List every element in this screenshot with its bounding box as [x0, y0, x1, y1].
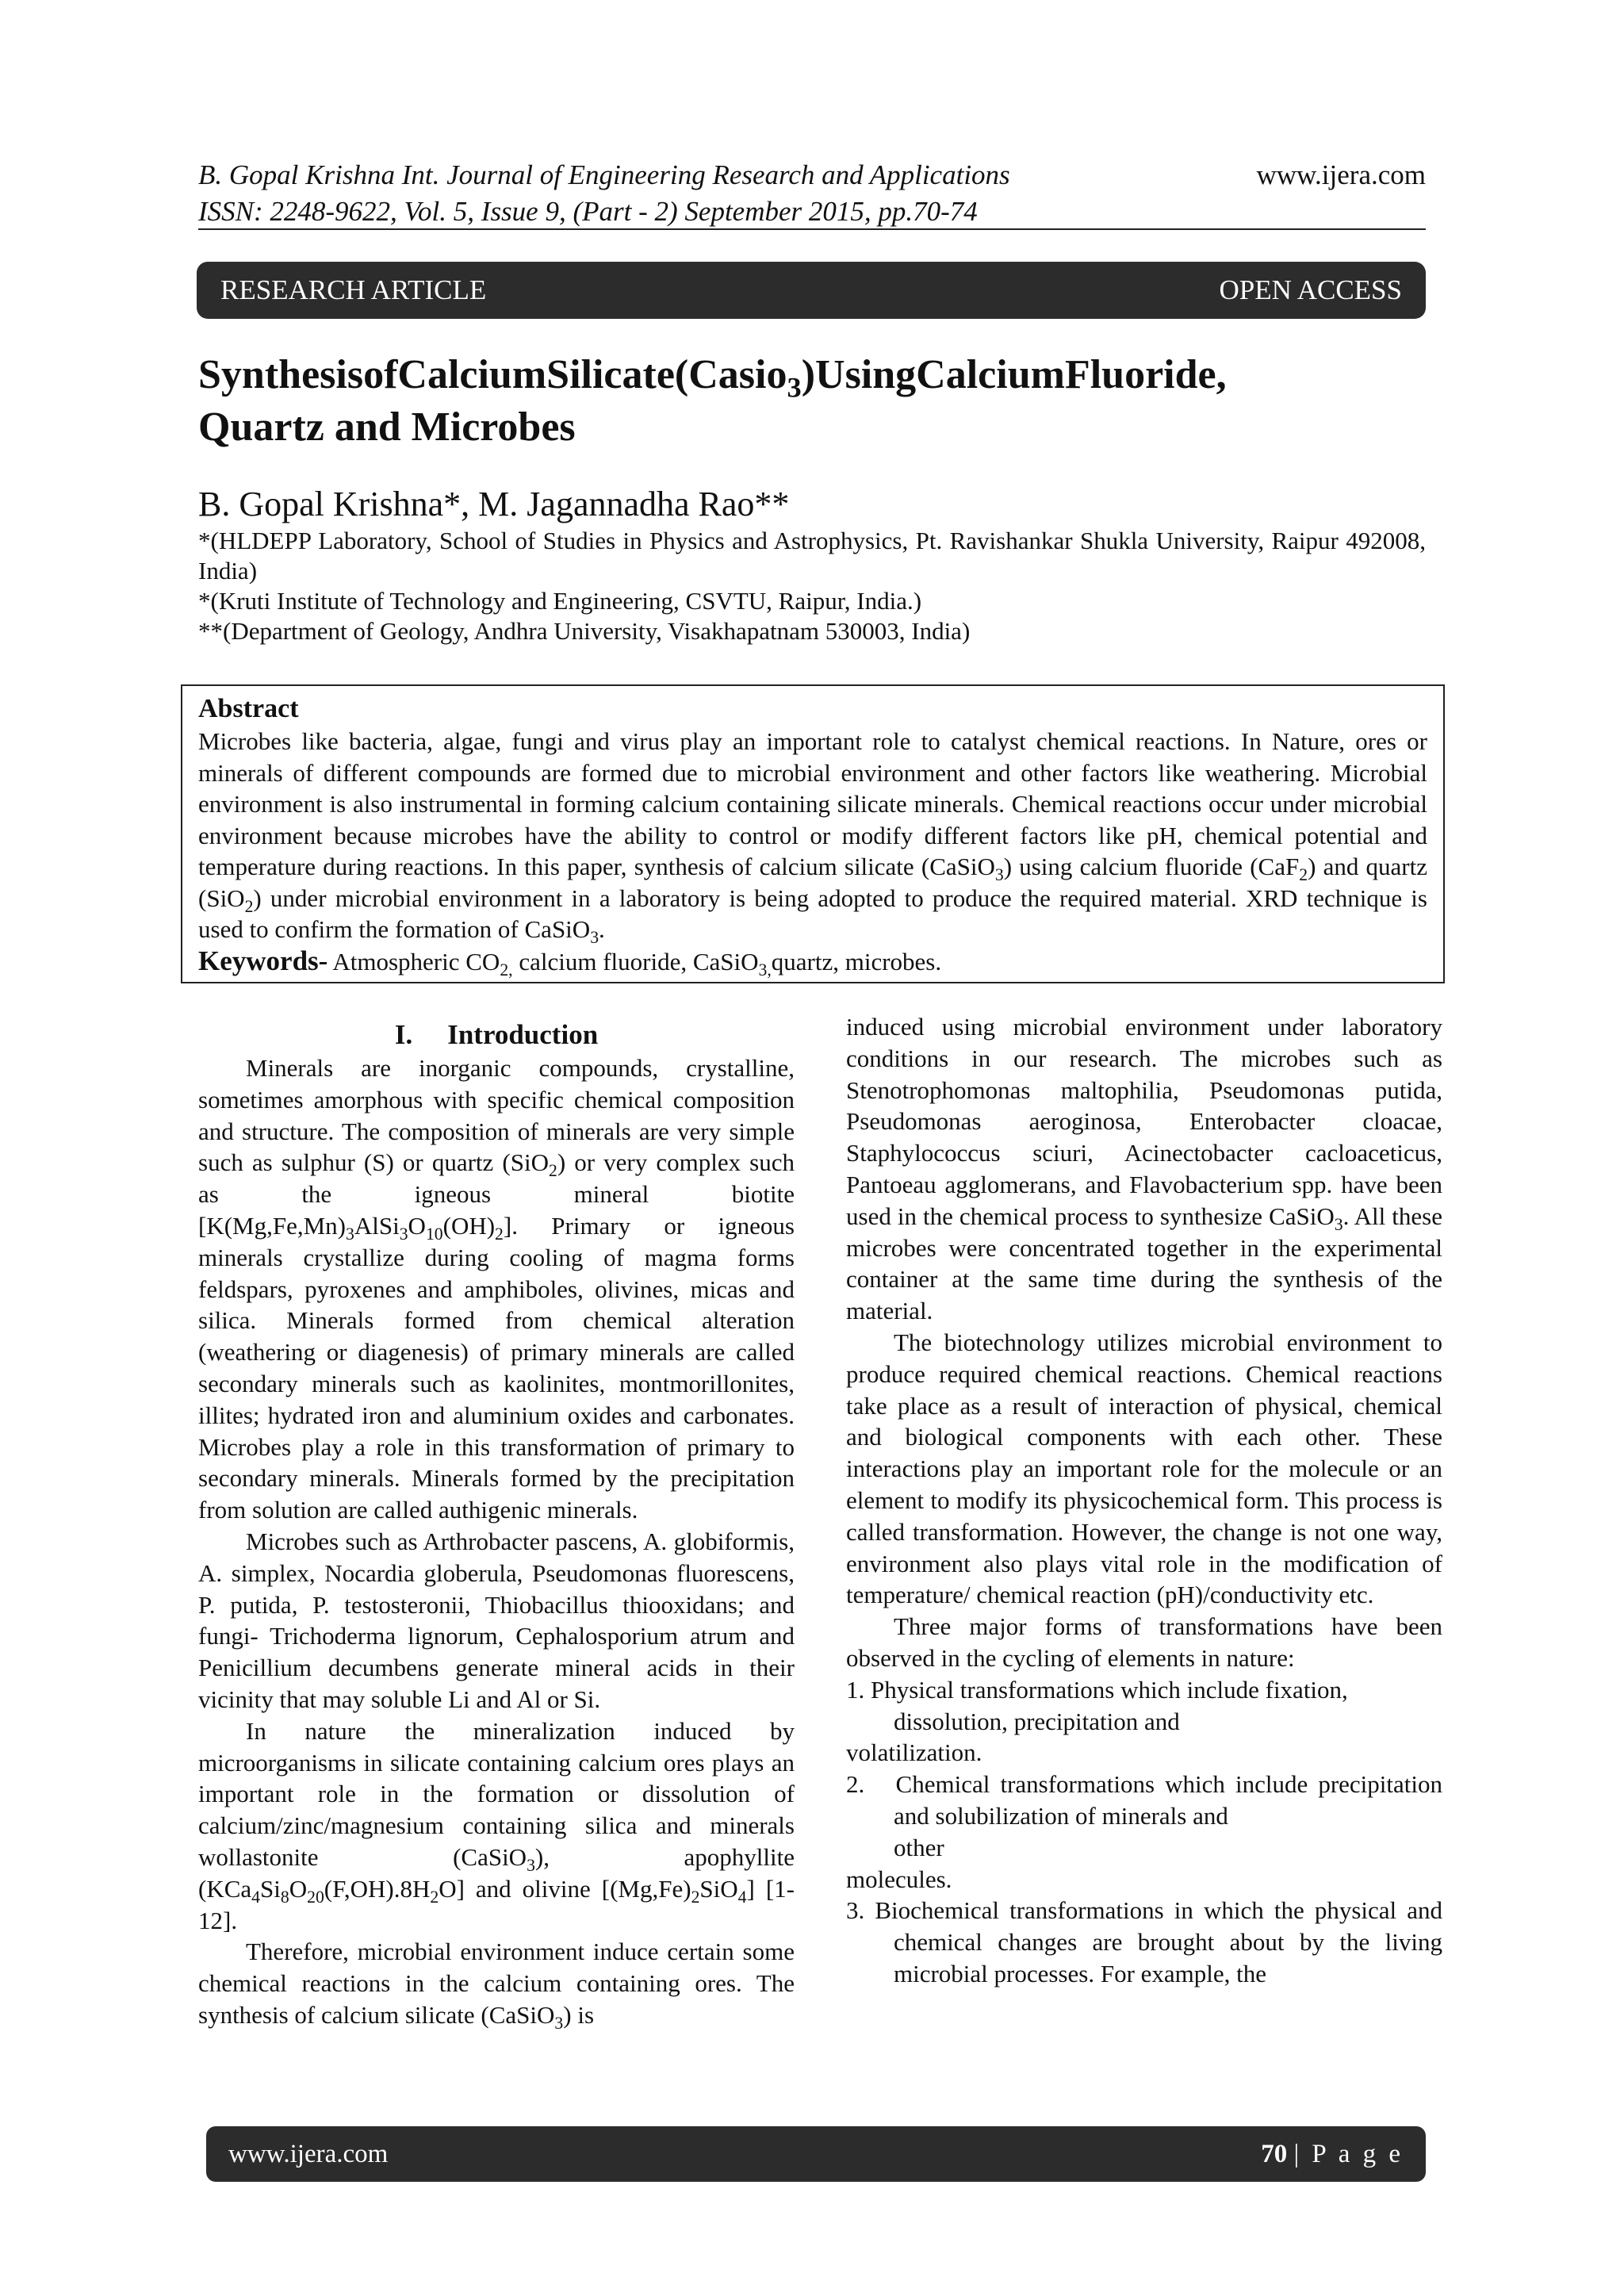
section-heading: [198, 1019, 795, 1051]
list-item: 1. Physical transformations which include fixation,: [846, 1675, 1348, 1704]
list-item-continued: dissolution, precipitation and: [894, 1707, 1180, 1735]
abstract-heading: Abstract: [198, 694, 299, 723]
paper-title-line2: Quartz and Microbes: [198, 404, 576, 450]
paragraph: induced using microbial environment under laboratory conditions in our research. The microbes such as Stenotrophomonas maltophilia, Pseudomonas putida, Pseudomonas aeroginosa, Enterobacter cloacae, Staphylococcus sciuri, Acinectobacter cacloaceticus, Pantoeau agglomerans, and Flavobacterium spp. have been used in the chemical process to synthesize CaSiO$_3$. All these microbes were concentrated together in the experimental container at the same time during the synthesis of the material.: [846, 1013, 1442, 1325]
journal-url[interactable]: www.ijera.com: [1256, 159, 1426, 190]
keywords: Keywords- Atmospheric $CO_{2,}$ calcium fluoride, CaSiO$_{3,}$quartz, microbes.: [198, 945, 942, 979]
journal-citation: B. Gopal Krishna Int. Journal of Engineering Research and Applications: [198, 159, 1010, 190]
paragraph: Minerals are inorganic compounds, crystalline, sometimes amorphous with specific chemical composition and structure. The composition of minerals are very simple such as sulphur (S) or quartz (SiO$_2$) or very complex such as the igneous mineral biotite $[K(Mg,Fe,Mn)_3AlSi_3O_{10}(OH)_2]$. Primary or igneous minerals crystallize during cooling of magma forms feldspars, pyroxenes and amphiboles, olivines, micas and silica. Minerals formed from chemical alteration (weathering or diagenesis) of primary minerals are called secondary minerals such as kaolinites, montmorillonites, illites; hydrated iron and aluminium oxides and carbonates. Microbes play a role in this transformation of primary to secondary minerals. Minerals formed by the precipitation from solution are called authigenic minerals.: [198, 1054, 795, 1524]
left-column: [198, 1011, 795, 2031]
abstract-box: [181, 684, 1445, 983]
article-type-label: RESEARCH ARTICLE: [220, 274, 487, 305]
paragraph: Therefore, microbial environment induce certain some chemical reactions in the calcium containing ores. The synthesis of calcium silicate (CaSiO$_3$) is: [198, 1938, 795, 2033]
list-item-continued: other: [894, 1833, 944, 1861]
abstract-text: Microbes like bacteria, algae, fungi and virus play an important role to catalyst chemical reactions. In Nature, ores or minerals of different compounds are formed due to microbial environment and other factors like weathering. Microbial environment is also instrumental in forming calcium containing silicate minerals. Chemical reactions occur under microbial environment because microbes have the ability to control or modify different factors like pH, chemical potential and temperature during reactions. In this paper, synthesis of calcium silicate (CaSiO$_3$) using calcium fluoride (CaF$_2$) and quartz (SiO$_2$) under microbial environment in a laboratory is being adopted to produce the required material. XRD technique is used to confirm the formation of CaSiO$_3$.: [198, 727, 1427, 948]
affiliation-2: *(Kruti Institute of Technology and Engineering, CSVTU, Raipur, India.): [198, 587, 922, 615]
section-number: I.: [394, 1019, 413, 1050]
author-list: B. Gopal Krishna*, M. Jagannadha Rao**: [198, 485, 790, 523]
page-label: | P a g e: [1293, 2139, 1404, 2168]
keywords-label: Keywords-: [198, 945, 328, 976]
paragraph: The biotechnology utilizes microbial environment to produce required chemical reactions. Chemical reactions take place as a result of interaction of physical, chemical and biological components with each other. These interactions play an important role for the molecule or an element to modify its physicochemical form. This process is called transformation. However, the change is not one way, environment also plays vital role in the modification of temperature/ chemical reaction (pH)/conductivity etc.: [846, 1328, 1442, 1609]
list-item-continued: molecules.: [846, 1865, 952, 1893]
list-item: 3. Biochemical transformations in which the physical and chemical changes are brought about by the living microbial processes. For example, the: [846, 1896, 1442, 1987]
list-item: 2. Chemical transformations which include precipitation and solubilization of minerals and: [846, 1770, 1442, 1830]
paper-title: Synthesis of Calcium Silicate (Casio$_3$) Using Calcium Fluoride, Quartz and Microbes: [198, 349, 1426, 454]
article-type-banner: [197, 262, 1426, 319]
affiliation-1: *(HLDEPP Laboratory, School of Studies in Physics and Astrophysics, Pt. Ravishankar Shukla University, Raipur 492008, India): [198, 527, 1426, 585]
paragraph: In nature the mineralization induced by microorganisms in silicate containing calcium ores plays an important role in the formation or dissolution of calcium/zinc/magnesium containing silica and minerals wollastonite (CaSiO$_3$), apophyllite $(KCa_4Si_8O_{20}(F,OH).8H_2O]$ and olivine $[(Mg,Fe)_2SiO_4]$ [1-12].: [198, 1716, 795, 1934]
footer-url[interactable]: www.ijera.com: [228, 2139, 389, 2168]
list-item-continued: volatilization.: [846, 1738, 982, 1767]
right-column: [846, 1011, 1442, 1990]
header-divider: [198, 228, 1426, 230]
journal-issn: ISSN: 2248-9622, Vol. 5, Issue 9, (Part - 2) September 2015, pp.70-74: [198, 196, 978, 227]
page-number-block: [1261, 2140, 1404, 2169]
affiliations: [198, 526, 1426, 646]
affiliation-3: **(Department of Geology, Andhra University, Visakhapatnam 530003, India): [198, 617, 971, 645]
section-title: Introduction: [447, 1019, 599, 1050]
page-number: 70: [1261, 2139, 1288, 2168]
paragraph: Microbes such as Arthrobacter pascens, A. globiformis, A. simplex, Nocardia globerula, Pseudomonas fluorescens, P. putida, P. testosteronii, Thiobacillus thiooxidans; and fungi- Trichoderma lignorum, Cephalosporium atrum and Penicillium decumbens generate mineral acids in their vicinity that may soluble Li and Al or Si.: [198, 1527, 795, 1713]
paragraph: Three major forms of transformations have been observed in the cycling of elements in nature:: [846, 1612, 1442, 1672]
page-footer: [206, 2126, 1426, 2182]
open-access-label: OPEN ACCESS: [1219, 274, 1402, 305]
running-header: [198, 157, 1010, 230]
